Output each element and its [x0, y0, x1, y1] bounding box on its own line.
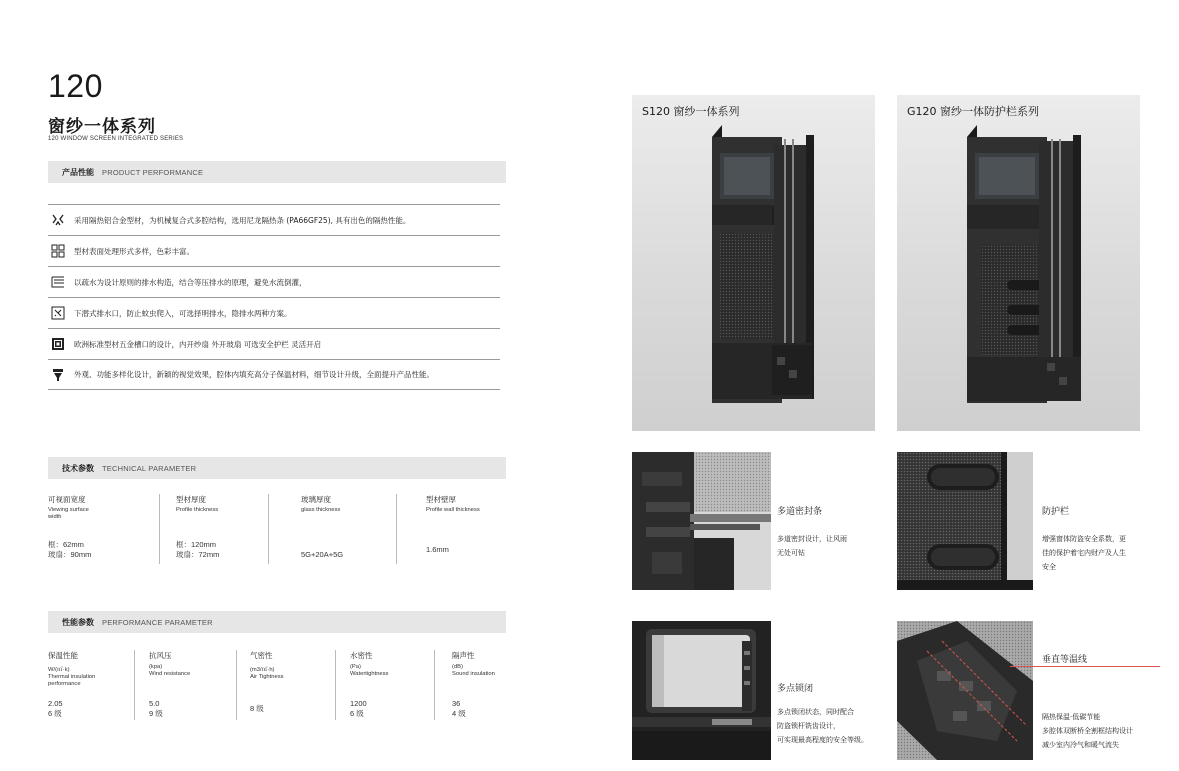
- thermal-break-icon: [51, 213, 65, 227]
- feature-text: 外观、功能多样化设计，新颖的视觉效果，腔体内填充高分子保温材料，细节设计升级，全面提升产品性能。: [74, 370, 434, 379]
- tech-label-en: [426, 507, 518, 514]
- column-divider: [335, 650, 336, 720]
- color-grid-icon: [51, 244, 65, 258]
- perf-label-en-line: Thermal insulation: [48, 674, 96, 680]
- feature-item: [48, 328, 500, 359]
- lock-detail-photo: [632, 621, 771, 760]
- tech-label-en: [48, 507, 158, 521]
- series-title-cn: 窗纱一体系列: [48, 117, 156, 137]
- isotherm-detail-image: [897, 621, 1033, 760]
- isotherm-detail-photo: [897, 621, 1033, 760]
- tech-label-en-line: width: [48, 514, 62, 520]
- performance-parameter-table: [48, 650, 518, 720]
- perf-label-en-line: performance: [48, 680, 81, 687]
- design-pen-icon: [51, 368, 65, 382]
- isotherm-description-line: 减少室内冷气和暖气流失: [1042, 741, 1119, 749]
- tech-label-en-line: glass thickness: [301, 507, 341, 513]
- guard-detail-image: [897, 452, 1033, 590]
- feature-item: [48, 266, 500, 297]
- section-title-cn: 产品性能: [62, 167, 94, 177]
- perf-label-cn: 保温性能: [48, 651, 78, 660]
- perf-label-cn: 水密性: [350, 651, 373, 660]
- tech-label-cn: 玻璃厚度: [301, 495, 331, 504]
- perf-column-water: [350, 650, 435, 720]
- tech-label-cn: 型材厚度: [176, 495, 206, 504]
- s120-product-photo: [632, 95, 875, 431]
- tech-label-en: [176, 507, 286, 514]
- guard-detail-photo: [897, 452, 1033, 590]
- tech-value: 框：120mm: [176, 540, 217, 549]
- tech-label-cn: 可视面宽度: [48, 495, 86, 504]
- perf-value: 8 级: [250, 704, 264, 713]
- tech-label-en-line: Viewing surface: [48, 507, 89, 513]
- guard-description: [1042, 532, 1126, 574]
- isotherm-description-line: 隔热保温·低碳节能: [1042, 713, 1101, 721]
- seal-description: [777, 532, 847, 560]
- isotherm-callout-line: [1010, 666, 1160, 667]
- perf-label-en: [452, 671, 518, 678]
- s120-label: S120 窗纱一体系列: [642, 105, 740, 118]
- section-title-cn: 技术参数: [62, 463, 94, 473]
- technical-parameter-table: [48, 494, 518, 564]
- lock-description-line: 防盗锁杆铣齿设计，: [777, 722, 840, 730]
- column-divider: [236, 650, 237, 720]
- tech-column-viewing-width: [48, 494, 158, 564]
- tech-label-en-line: Profile thickness: [176, 507, 219, 513]
- tech-value: 玻扇：90mm: [48, 550, 92, 559]
- feature-text: 采用隔热铝合金型材，为机械复合式多腔结构，选用尼龙隔热条 (PA66GF25), 具有出色的隔热性能。: [74, 215, 411, 225]
- tech-label-en: [301, 507, 411, 514]
- perf-column-sound: [452, 650, 518, 720]
- perf-unit: (Pa): [350, 664, 361, 670]
- isotherm-description: [1042, 710, 1133, 752]
- column-divider: [268, 494, 269, 564]
- feature-text: 欧洲标准型材五金槽口的设计，内开纱扇 外开玻扇 可选安全护栏 灵活开启: [74, 339, 322, 349]
- isotherm-title: 垂直等温线: [1042, 655, 1088, 665]
- perf-label-cn: 气密性: [250, 651, 273, 660]
- seal-detail-photo: [632, 452, 771, 590]
- product-performance-band: [48, 161, 506, 183]
- perf-label-en: [250, 674, 335, 681]
- perf-value: 4 级: [452, 709, 466, 718]
- section-title-en: PRODUCT PERFORMANCE: [102, 167, 204, 177]
- perf-column-wind: [149, 650, 234, 720]
- perf-label-cn: 抗风压: [149, 651, 172, 660]
- section-title-en: TECHNICAL PARAMETER: [102, 463, 197, 473]
- column-divider: [134, 650, 135, 720]
- lock-description-line: 多点锁闭状态，同时配合: [777, 708, 854, 716]
- seal-detail-image: [632, 452, 771, 590]
- column-divider: [434, 650, 435, 720]
- tech-value: 1.6mm: [426, 545, 449, 554]
- perf-unit: (m3/㎡·h): [250, 667, 275, 673]
- perf-label-en-line: Air Tightness: [250, 674, 284, 680]
- perf-unit: W/(㎡·k): [48, 667, 70, 673]
- seal-description-line: 无处可钻: [777, 549, 805, 557]
- section-title-cn: 性能参数: [62, 617, 94, 627]
- tech-label-cn: 型材壁厚: [426, 495, 456, 504]
- guard-description-line: 佳的保护着宅内财产及人生: [1042, 549, 1126, 557]
- lock-description-line: 可实现最高程度的安全等级。: [777, 736, 868, 744]
- perf-value: 1200: [350, 699, 367, 708]
- tech-value: 5G+20A+5G: [301, 550, 344, 559]
- perf-label-en: [350, 671, 435, 678]
- feature-item: [48, 297, 500, 328]
- perf-value: 5.0: [149, 699, 160, 708]
- perf-label-en-line: Watertightness: [350, 671, 389, 677]
- perf-column-thermal: [48, 650, 133, 720]
- perf-label-cn: 隔声性: [452, 651, 475, 660]
- feature-text: 型材表面处理形式多样，色彩丰富。: [74, 246, 194, 256]
- feature-item: [48, 235, 500, 266]
- g120-product-photo: [897, 95, 1140, 431]
- series-number: 120: [48, 68, 103, 104]
- technical-parameter-band: [48, 457, 506, 479]
- column-divider: [396, 494, 397, 564]
- perf-label-en-line: Wind resistance: [149, 671, 191, 677]
- isotherm-description-line: 多腔体双断桥全割框结构设计: [1042, 727, 1133, 735]
- perf-value: 6 级: [350, 709, 364, 718]
- perf-value: 6 级: [48, 709, 62, 718]
- insect-guard-icon: [51, 306, 65, 320]
- tech-column-glass-thickness: [301, 494, 411, 564]
- g120-label: G120 窗纱一体防护栏系列: [907, 105, 1040, 118]
- tech-value: 玻扇：72mm: [176, 550, 220, 559]
- perf-value: 36: [452, 699, 461, 708]
- performance-parameter-band: [48, 611, 506, 633]
- hardware-slot-icon: [51, 337, 65, 351]
- perf-value: 9 级: [149, 709, 163, 718]
- guard-description-line: 增强窗体防盗安全系数，更: [1042, 535, 1126, 543]
- s120-window-profile-image: [632, 95, 875, 431]
- column-divider: [159, 494, 160, 564]
- feature-item: [48, 359, 500, 390]
- section-title-en: PERFORMANCE PARAMETER: [102, 617, 213, 627]
- guard-description-line: 安全: [1042, 563, 1056, 571]
- perf-value: 2.05: [48, 699, 63, 708]
- lock-description: [777, 705, 868, 747]
- series-title-en: 120 WINDOW SCREEN INTEGRATED SERIES: [48, 136, 184, 142]
- seal-description-line: 多道密封设计，让风雨: [777, 535, 847, 543]
- feature-item: [48, 204, 500, 235]
- guard-title: 防护栏: [1042, 507, 1070, 517]
- tech-column-wall-thickness: [426, 494, 518, 564]
- drainage-icon: [51, 275, 65, 289]
- tech-label-en-line: Profile wall thickness: [426, 507, 480, 513]
- lock-detail-image: [632, 621, 771, 760]
- perf-unit: (kpa): [149, 664, 163, 670]
- feature-text: 下潜式排水口，防止蚊虫爬入，可选择明排水，隐排水两种方案。: [74, 308, 292, 318]
- perf-label-en-line: Sound insulation: [452, 671, 495, 677]
- tech-column-profile-thickness: [176, 494, 286, 564]
- perf-unit: (dB): [452, 664, 463, 670]
- seal-title: 多道密封条: [777, 507, 823, 517]
- feature-list: [48, 204, 500, 390]
- perf-label-en: [48, 674, 133, 687]
- lock-title: 多点锁闭: [777, 684, 814, 694]
- feature-text: 以疏水为设计原则的排水构造，结合等压排水的原理，避免水流倒灌，: [74, 277, 307, 287]
- tech-value: 框：62mm: [48, 540, 84, 549]
- g120-window-profile-image: [897, 95, 1140, 431]
- perf-column-air: [250, 650, 335, 720]
- perf-label-en: [149, 671, 234, 678]
